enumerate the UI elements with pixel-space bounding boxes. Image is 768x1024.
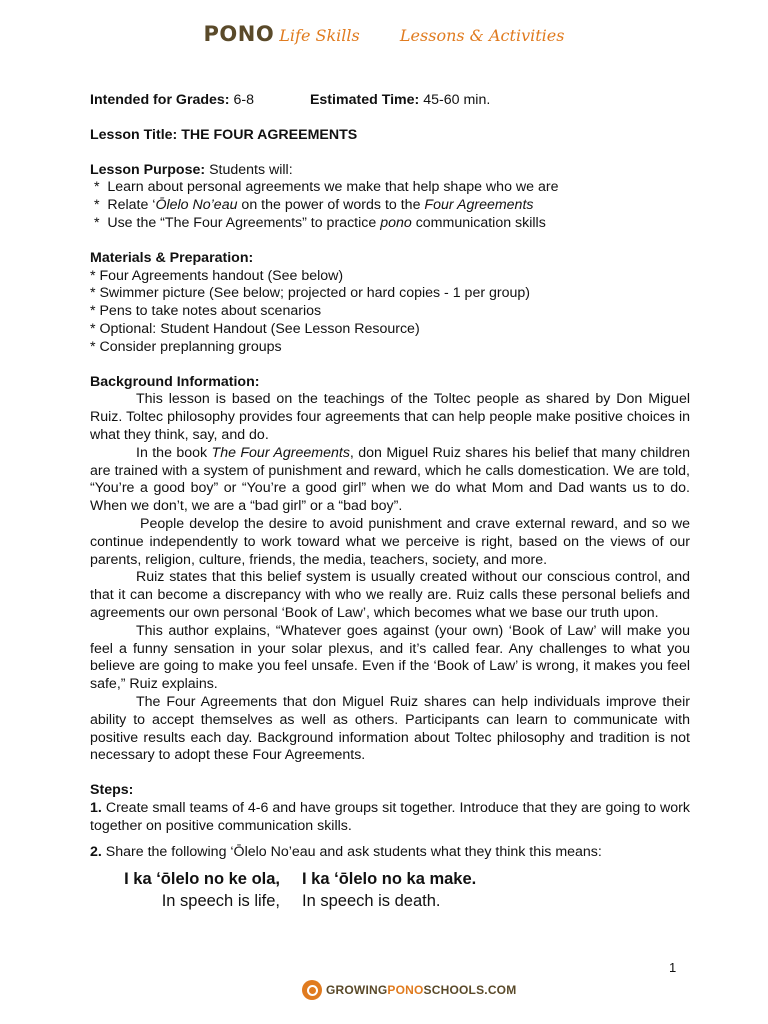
purpose-section: [90, 162, 690, 233]
background-label: Background Information:: [90, 373, 260, 390]
grades-label: Intended for Grades:: [90, 92, 230, 108]
steps-label: Steps:: [90, 782, 134, 799]
materials-section: [90, 250, 690, 357]
lesson-content: [90, 92, 690, 912]
purpose-bullet-3: * Use the “The Four Agreements” to practice pono communication skills: [90, 214, 546, 231]
purpose-bullet-1: * Learn about personal agreements we make that help shape who we are: [90, 179, 559, 196]
pono-brand: [204, 22, 565, 46]
background-section: [90, 374, 690, 766]
background-paragraph-1: This lesson is based on the teachings of the Toltec people as shared by Don Miguel Ruiz. Toltec philosophy provides four agreements that can help people make positive choices in what they think, say, and do.: [90, 391, 690, 443]
page-number: 1: [669, 960, 677, 975]
background-paragraph-4: Ruiz states that this belief system is usually created without our conscious control, and that it can become a discrepancy with who we really are. Ruiz calls these personal beliefs and agreements our own personal ‘Book of Law’, which becomes what we base our truth upon.: [90, 569, 690, 621]
purpose-bullet-2: * Relate ‘Ōlelo No’eau on the power of words to the Four Agreements: [90, 197, 534, 214]
purpose-intro: Students will:: [209, 161, 293, 178]
logo-icon: [302, 980, 322, 1000]
quote-english-2: In speech is death.: [302, 892, 441, 911]
quote-english-1: In speech is life,: [161, 892, 280, 911]
step-1: 1. Create small teams of 4-6 and have groups sit together. Introduce that they are going to work together on positive communication skills.: [90, 799, 690, 834]
lesson-title-value: THE FOUR AGREEMENTS: [181, 126, 358, 143]
materials-item: * Optional: Student Handout (See Lesson Resource): [90, 320, 420, 337]
lesson-title-row: [90, 127, 690, 145]
brand-life-skills: Life Skills: [279, 26, 360, 45]
brand-lessons: Lessons & Activities: [399, 26, 565, 45]
brand-pono: PONO: [203, 22, 275, 46]
background-paragraph-2: In the book The Four Agreements, don Miguel Ruiz shares his belief that many children are trained with a system of punishment and reward, which he calls domestication. We are told, “You’re a good boy” or “You’re a good girl” when we do what Mom and Dad wants us to do. When we don’t, we are a “bad girl” or a “bad boy”.: [90, 444, 690, 515]
grades-value: 6-8: [233, 92, 254, 108]
page-header: [0, 22, 768, 46]
time-value: 45-60 min.: [423, 92, 491, 108]
materials-item: * Four Agreements handout (See below): [90, 267, 344, 284]
quote-hawaiian-1: I ka ʻōlelo no ke ola,: [124, 870, 280, 889]
step-2: 2. Share the following ‘Ōlelo No’eau and ask students what they think this means:: [90, 844, 602, 861]
background-paragraph-3: People develop the desire to avoid punishment and crave external reward, and so we continue independently to work toward what we perceive is right, based on the views of our parents, religion, culture, friends, the media, teachers, society, and more.: [90, 515, 690, 568]
time-label: Estimated Time:: [309, 92, 420, 108]
background-paragraph-6: The Four Agreements that don Miguel Ruiz shares can help individuals improve their ability to accept themselves as well as others. Participants can learn to communicate with positive results each day. Background information about Toltec philosophy and tradition is not necessary to adopt these Four Agreements.: [90, 693, 690, 764]
quote-hawaiian-2: I ka ʻōlelo no ka make.: [302, 870, 477, 889]
steps-section: [90, 782, 690, 862]
materials-label: Materials & Preparation:: [90, 249, 254, 266]
grades-row: [90, 92, 690, 110]
materials-item: * Consider preplanning groups: [90, 338, 282, 355]
purpose-label: Lesson Purpose:: [90, 161, 206, 178]
olelo-noeau-quote: [90, 868, 690, 912]
background-paragraph-5: This author explains, “Whatever goes against (your own) ‘Book of Law’ will make you feel a funny sensation in your solar plexus, and it’s called fear. Any challenges to what you believe are going to make you feel unsafe. Even if the ‘Book of Law’ is wrong, it makes you feel safe,” Ruiz explains.: [90, 622, 690, 693]
growing-pono-schools-logo: GROWINGPONOSCHOOLS.COM: [302, 980, 516, 1000]
materials-item: * Swimmer picture (See below; projected or hard copies - 1 per group): [90, 285, 531, 302]
materials-item: * Pens to take notes about scenarios: [90, 303, 322, 320]
lesson-title-label: Lesson Title:: [90, 126, 178, 143]
